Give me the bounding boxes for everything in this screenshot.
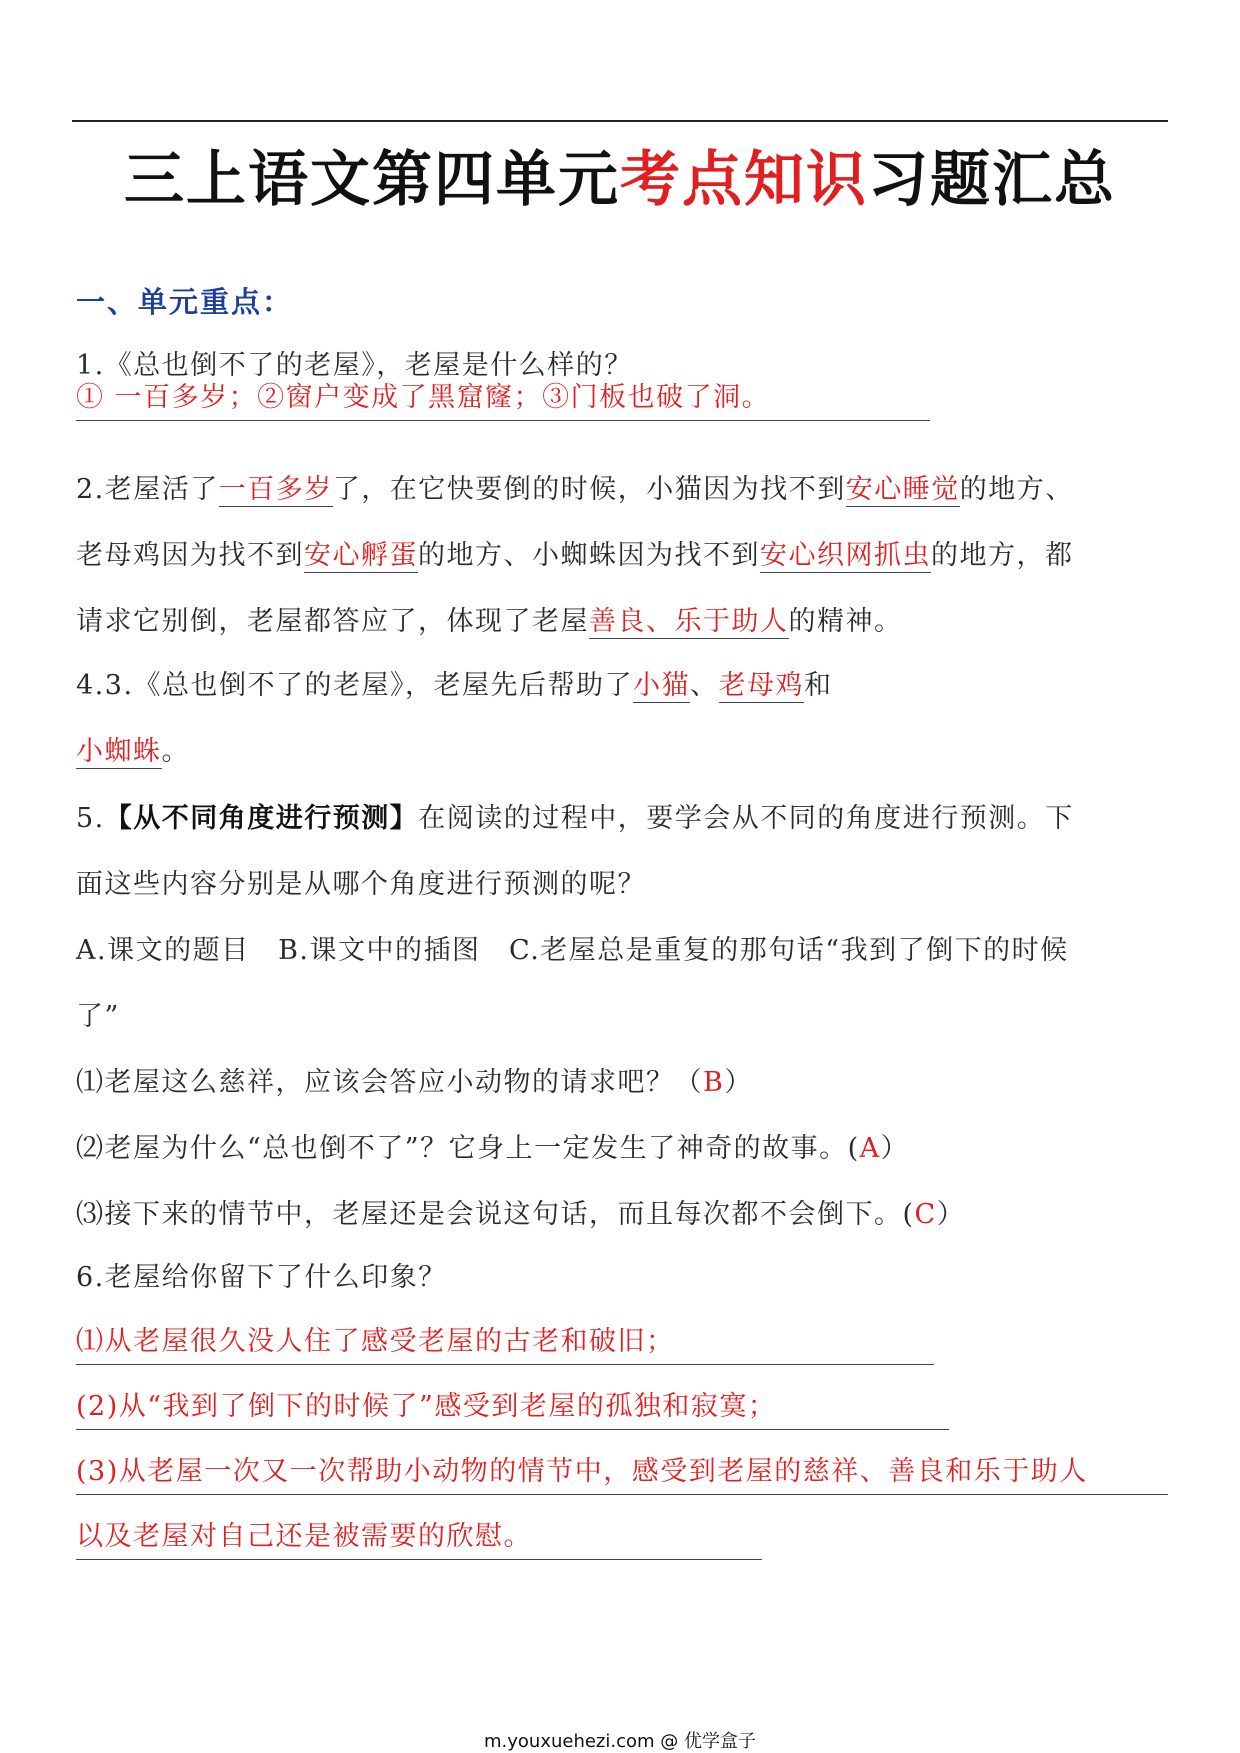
- answer-6-3: (3)从老屋一次又一次帮助小动物的情节中，感受到老屋的慈祥、善良和乐于助人: [76, 1450, 1168, 1495]
- answer-1: ① 一百多岁；②窗户变成了黑窟窿；③门板也破了洞。: [76, 376, 930, 421]
- question-2-line-1: 2.老屋活了一百多岁了，在它快要倒的时候，小猫因为找不到安心睡觉的地方、: [76, 474, 1074, 505]
- question-6: 6.老屋给你留下了什么印象？: [76, 1262, 447, 1293]
- question-5-item: ⑴老屋这么慈祥，应该会答应小动物的请求吧？（B）: [76, 1067, 753, 1098]
- question-5-item: ⑶接下来的情节中，老屋还是会说这句话，而且每次都不会倒下。(C）: [76, 1199, 966, 1230]
- answer-6-1: ⑴从老屋很久没人住了感受老屋的古老和破旧；: [76, 1320, 934, 1365]
- question-2-line-3: 请求它别倒，老屋都答应了，体现了老屋善良、乐于助人的精神。: [76, 606, 903, 637]
- footer-watermark: m.youxuehezi.com @ 优学盒子: [483, 1731, 756, 1752]
- answer-6-2: (2)从“我到了倒下的时候了”感受到老屋的孤独和寂寞；: [76, 1385, 949, 1430]
- question-2: [76, 457, 1168, 655]
- answer-6-4: 以及老屋对自己还是被需要的欣慰。: [76, 1515, 762, 1560]
- question-1: 1.《总也倒不了的老屋》，老屋是什么样的？: [76, 350, 633, 381]
- top-rule: [72, 120, 1168, 122]
- question-5-options: A.课文的题目 B.课文中的插图 C.老屋总是重复的那句话“我到了倒下的时候: [76, 935, 1069, 966]
- question-2-line-2: 老母鸡因为找不到安心孵蛋的地方、小蜘蛛因为找不到安心织网抓虫的地方，都: [76, 540, 1074, 571]
- section-heading: 一、单元重点：: [76, 285, 294, 319]
- page-title: 三上语文第四单元考点知识习题汇总: [124, 145, 1116, 215]
- question-5-item: ⑵老屋为什么“总也倒不了”？它身上一定发生了神奇的故事。(A）: [76, 1133, 910, 1164]
- question-5: 5.【从不同角度进行预测】在阅读的过程中，要学会从不同的角度进行预测。下 面这些内容分别是从哪个角度进行预测的呢？ A.课文的题目 B.课文中的插图 C.老屋总是重复的那句话“我到了倒下的时候 了” ⑴老屋这么慈祥，应该会答应小动物的请求吧？（B） ⑵老屋为什么“总也倒不了”？它身上一定发生了神奇的故事。(A） ⑶接下来的情节中，老屋还是会说这句话，而且每次都不会倒下。(C）: [76, 786, 1168, 1248]
- question-3: 4.3.《总也倒不了的老屋》，老屋先后帮助了小猫、老母鸡和 小蜘蛛。: [76, 670, 833, 767]
